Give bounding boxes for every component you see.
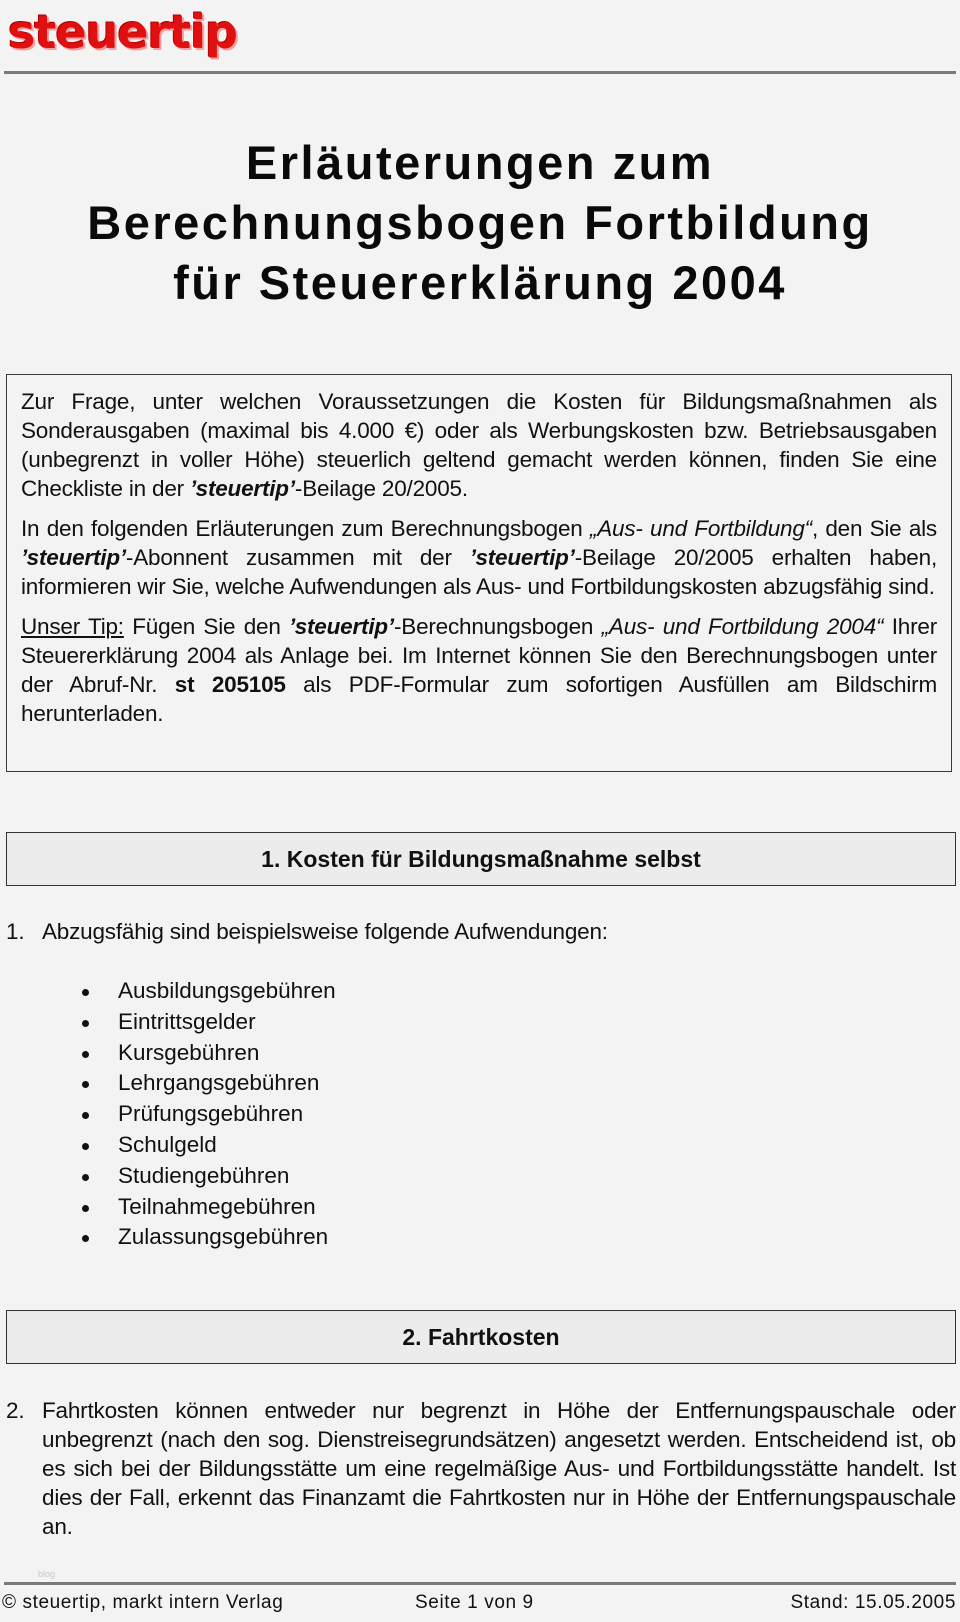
list-item <box>78 976 336 1007</box>
bullet-icon <box>82 1020 89 1027</box>
item-text: Fahrtkosten können entweder nur begrenzt in Höhe der Entfernungspauschale oder unbegrenzt (nach den sog. Dienstreisegrundsätzen) angesetzt werden. Entscheidend ist, ob es sich bei der Bildungsstätte um eine regelmäßige Aus- und Fortbildungsstätte handelt. Ist dies der Fall, erkennt das Finanzamt die Fahrtkosten nur in Höhe der Entfernungspauschale an. <box>42 1398 956 1539</box>
bullet-icon <box>82 1235 89 1242</box>
list-item-text: Zulassungsgebühren <box>118 1224 329 1250</box>
brand-name: ’steuertip’ <box>189 476 295 501</box>
intro-paragraph-3 <box>21 612 937 728</box>
tip-label: Unser Tip: <box>21 614 124 639</box>
list-item-text: Studiengebühren <box>118 1162 290 1188</box>
page-title <box>0 133 960 313</box>
item-number: 2. <box>6 1398 25 1423</box>
title-line-3: für Steuererklärung 2004 <box>173 256 787 309</box>
footer-divider <box>4 1582 956 1585</box>
bullet-icon <box>82 989 89 996</box>
list-item-text: Ausbildungsgebühren <box>118 978 336 1003</box>
bullet-icon <box>82 1051 89 1058</box>
intro-paragraph-1 <box>21 387 937 503</box>
brand-name: ’steuertip’ <box>289 614 394 639</box>
footer-page-number: Seite 1 von 9 <box>415 1592 534 1613</box>
header-divider <box>4 71 956 74</box>
title-line-1: Erläuterungen zum <box>245 136 715 189</box>
intro-p3-text-b: -Berechnungsbogen <box>393 614 602 639</box>
list-item-text: Eintrittsgelder <box>118 1008 256 1034</box>
bullet-icon <box>82 1174 89 1181</box>
intro-p3-text: Fügen Sie den <box>123 614 290 639</box>
intro-p3-text-c: Ihrer Steuererklärung 2004 als Anlage bei. Im Internet können Sie den Berechnungsbogen unter der Abruf-Nr. <box>21 614 937 697</box>
item-text: Abzugsfähig sind beispielsweise folgende Aufwendungen: <box>42 919 608 944</box>
section-1-item <box>6 917 956 946</box>
intro-p2-text-d: -Beilage 20/2005 erhalten haben, informieren wir Sie, welche Aufwendungen als Aus- und Fortbildungskosten abzugsfähig sind. <box>21 545 937 599</box>
list-item-text: Kursgebühren <box>118 1039 260 1065</box>
footer-copyright: © steuertip, markt intern Verlag <box>2 1592 284 1613</box>
intro-p2-text: In den folgenden Erläuterungen zum Berechnungsbogen <box>21 516 590 541</box>
footer-date: Stand: 15.05.2005 <box>790 1592 956 1613</box>
form-title: „Aus- und Fortbildung 2004“ <box>601 614 884 639</box>
form-title: „Aus- und Fortbildung“ <box>589 516 812 541</box>
list-item-text: Schulgeld <box>118 1131 217 1157</box>
watermark: blog <box>38 1569 56 1579</box>
page-footer <box>2 1592 956 1618</box>
bullet-icon <box>82 1143 89 1150</box>
item-number: 1. <box>6 919 25 944</box>
intro-p2-text-c: -Abonnent zusammen mit der <box>125 545 470 570</box>
steuertip-logo: steuertip <box>8 5 237 59</box>
brand-name: ’steuertip’ <box>469 545 575 570</box>
expense-list <box>78 976 336 1253</box>
list-item <box>78 1192 336 1223</box>
list-item <box>78 1038 336 1069</box>
section-2-item <box>6 1396 956 1541</box>
intro-p3-text-d: als PDF-Formular zum sofortigen Ausfüllen am Bildschirm herunterladen. <box>21 672 937 726</box>
list-item <box>78 1007 336 1038</box>
list-item-text: Teilnahmegebühren <box>118 1193 316 1219</box>
list-item <box>78 1068 336 1099</box>
bullet-icon <box>82 1081 89 1088</box>
intro-p2-text-b: , den Sie als <box>811 516 937 541</box>
list-item <box>78 1161 336 1192</box>
section-heading-2: 2. Fahrtkosten <box>6 1310 956 1364</box>
list-item <box>78 1099 336 1130</box>
bullet-icon <box>82 1112 89 1119</box>
intro-p1-text-end: -Beilage 20/2005. <box>294 476 468 501</box>
title-line-2: Berechnungsbogen Fortbildung <box>87 196 873 249</box>
bullet-icon <box>82 1205 89 1212</box>
list-item-text: Lehrgangsgebühren <box>118 1070 320 1096</box>
abruf-number: st 205105 <box>174 672 286 697</box>
intro-p1-text: Zur Frage, unter welchen Voraussetzungen die Kosten für Bildungsmaßnahmen als Sonderausgaben (maximal bis 4.000 €) oder als Werbungskosten bzw. Betriebsausgaben (unbegrenzt in voller Höhe) steuerlich geltend gemacht werden können, finden Sie eine Checkliste in der <box>21 389 937 501</box>
intro-box <box>6 374 952 772</box>
list-item <box>78 1222 336 1253</box>
section-heading-1: 1. Kosten für Bildungsmaßnahme selbst <box>6 832 956 886</box>
list-item <box>78 1130 336 1161</box>
brand-name: ’steuertip’ <box>21 545 126 570</box>
intro-paragraph-2 <box>21 514 937 601</box>
list-item-text: Prüfungsgebühren <box>118 1101 304 1127</box>
